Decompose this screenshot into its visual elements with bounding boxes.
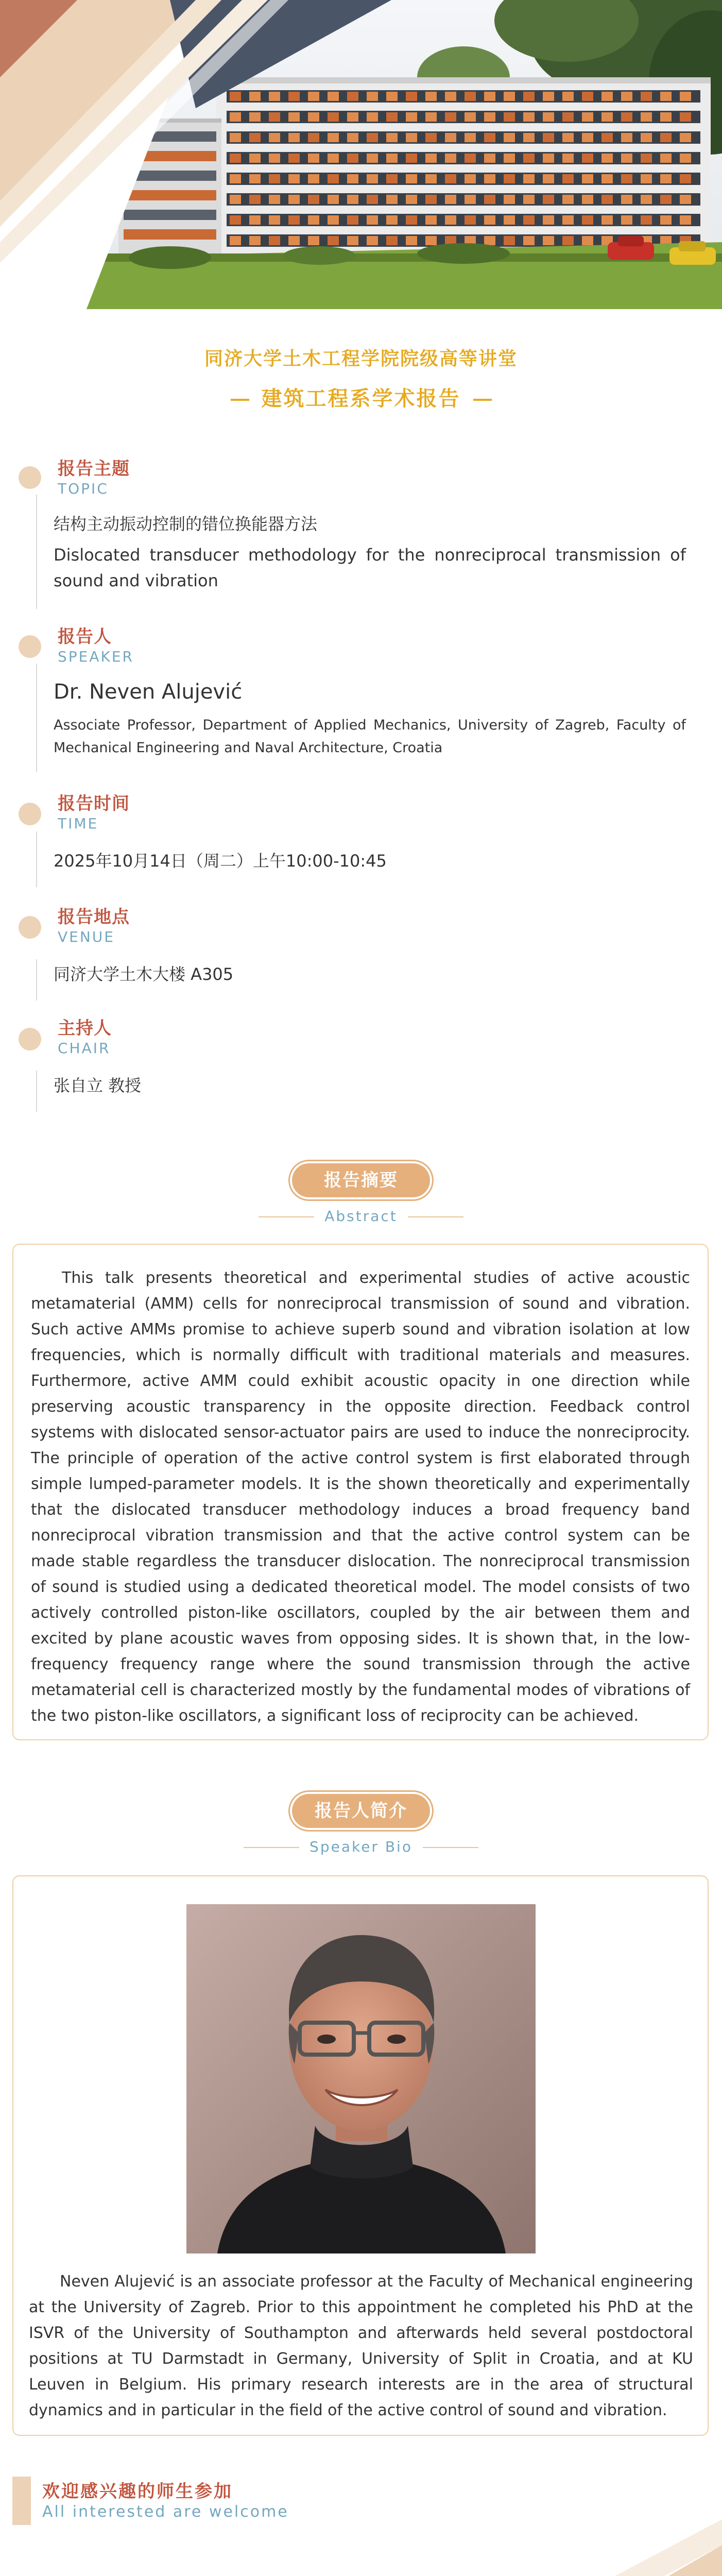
building-window-panel xyxy=(465,174,476,183)
building-window-panel xyxy=(445,215,456,225)
building-window-panel xyxy=(484,195,495,204)
chair-value: 张自立 教授 xyxy=(54,1076,142,1095)
building-window-panel xyxy=(308,195,319,204)
building-window-panel xyxy=(562,112,574,122)
building-window-panel xyxy=(406,133,417,142)
building-window-panel xyxy=(660,112,672,122)
building-window-panel xyxy=(386,133,398,142)
building-window-panel xyxy=(562,133,574,142)
building-window-panel xyxy=(406,236,417,245)
building-window-panel xyxy=(504,92,515,101)
building-window-panel xyxy=(523,154,535,163)
topic-title-cn: 结构主动振动控制的错位换能器方法 xyxy=(54,514,318,534)
building-window-panel xyxy=(523,112,535,122)
building-window-panel xyxy=(288,92,300,101)
building-window-panel xyxy=(582,174,593,183)
bio-heading-en-text: Speaker Bio xyxy=(310,1838,412,1855)
building-window-panel xyxy=(601,92,613,101)
speaker-label-en: SPEAKER xyxy=(58,648,134,665)
building-window-panel xyxy=(425,92,437,101)
abstract-text: This talk presents theoretical and experimental studies of active acoustic metamaterial (AMM) cells for nonreciprocal transmission of sound and vibration. Such active AMMs promise to achieve superb sound and vibration isolation at low frequencies, which is normally difficult with traditional materials and measures. Furthermore, active AMM could exhibit acoustic opacity in one direction while preserving acoustic transparency in the opposite direction. Feedback control systems with dislocated sensor-actuator pairs are used to induce the nonreciprocity. The principle of operation of the active control system is first elaborated through simple lumped-parameter models. It is the shown theoretically and experimentally that the dislocated transducer methodology induces a broad frequency band nonreciprocal vibration transmission and that the active control system can be made stable regardless the transducer dislocation. The nonreciprocal transmission of sound is studied using a dedicated theoretical model. The model consists of two actively controlled piston-like oscillators, coupled by the air between them and excited by plane acoustic waves from opposing sides. It is shown that, in the low-frequency frequency range where the sound transmission through the active metamaterial cell is characterized mostly by the fundamental modes of vibrations of the two piston-like oscillators, a significant loss of reciprocity can be achieved. xyxy=(31,1269,690,1725)
building-window-panel xyxy=(406,215,417,225)
building-window-panel xyxy=(347,92,358,101)
building-window-panel xyxy=(484,112,495,122)
building-window-panel xyxy=(386,195,398,204)
building-window-panel xyxy=(308,112,319,122)
time-label-en: TIME xyxy=(58,815,99,832)
building-window-panel xyxy=(386,174,398,183)
building-window-panel xyxy=(504,133,515,142)
building-window-panel xyxy=(367,154,378,163)
building-window-panel xyxy=(328,92,339,101)
building-window-panel xyxy=(484,92,495,101)
venue-divider-line xyxy=(36,959,37,1001)
building-window-panel xyxy=(425,236,437,245)
building-window-panel xyxy=(425,112,437,122)
building-window-panel xyxy=(367,215,378,225)
building-window-panel xyxy=(465,133,476,142)
building-window-panel xyxy=(230,236,241,245)
header-campus-photo xyxy=(0,0,722,314)
venue-value: 同济大学土木大楼 A305 xyxy=(54,964,234,984)
speaker-name: Dr. Neven Alujević xyxy=(54,680,243,704)
building-window-panel xyxy=(465,112,476,122)
building-window-panel xyxy=(288,236,300,245)
building-window-panel xyxy=(328,174,339,183)
abstract-box xyxy=(12,1244,709,1740)
building-window-panel xyxy=(269,154,280,163)
building-window-panel xyxy=(249,112,261,122)
building-window-panel xyxy=(484,215,495,225)
chair-divider-line xyxy=(36,1071,37,1112)
building-window-panel xyxy=(269,174,280,183)
building-window-panel xyxy=(523,195,535,204)
topic-divider-line xyxy=(36,495,37,609)
building-window-panel xyxy=(621,112,632,122)
building-window-panel xyxy=(445,195,456,204)
building-window-panel xyxy=(543,154,554,163)
building-window-panel xyxy=(288,154,300,163)
building-window-panel xyxy=(465,215,476,225)
building-window-panel xyxy=(523,174,535,183)
building-window-band xyxy=(124,229,216,240)
building-window-panel xyxy=(406,195,417,204)
building-window-panel xyxy=(680,112,691,122)
building-window-panel xyxy=(484,154,495,163)
building-window-panel xyxy=(445,133,456,142)
building-window-panel xyxy=(269,215,280,225)
speaker-bullet-dot xyxy=(19,635,41,658)
building-window-panel xyxy=(367,174,378,183)
building-window-panel xyxy=(328,195,339,204)
building-window-panel xyxy=(249,154,261,163)
building-window-panel xyxy=(328,112,339,122)
building-window-panel xyxy=(601,174,613,183)
building-window-panel xyxy=(269,195,280,204)
building-window-panel xyxy=(523,215,535,225)
building-window-panel xyxy=(308,92,319,101)
building-window-panel xyxy=(680,133,691,142)
speaker-divider-line xyxy=(36,664,37,772)
building-window-panel xyxy=(621,133,632,142)
building-window-panel xyxy=(601,195,613,204)
building-window-panel xyxy=(562,154,574,163)
building-window-panel xyxy=(386,92,398,101)
building-window-panel xyxy=(504,195,515,204)
building-window-panel xyxy=(425,154,437,163)
building-window-panel xyxy=(445,154,456,163)
building-window-panel xyxy=(230,112,241,122)
building-window-panel xyxy=(680,92,691,101)
building-window-panel xyxy=(660,92,672,101)
building-window-panel xyxy=(367,133,378,142)
building-window-panel xyxy=(582,112,593,122)
building-window-panel xyxy=(543,236,554,245)
venue-label-en: VENUE xyxy=(58,928,115,945)
building-window-panel xyxy=(582,154,593,163)
building-window-panel xyxy=(543,215,554,225)
building-window-panel xyxy=(601,154,613,163)
building-window-panel xyxy=(406,92,417,101)
building-window-panel xyxy=(641,112,652,122)
building-window-panel xyxy=(543,92,554,101)
building-window-panel xyxy=(406,154,417,163)
building-window-panel xyxy=(641,133,652,142)
building-window-panel xyxy=(386,112,398,122)
building-window-panel xyxy=(230,154,241,163)
building-window-panel xyxy=(543,112,554,122)
speaker-portrait-photo xyxy=(186,1904,536,2253)
chair-label-en: CHAIR xyxy=(58,1040,111,1057)
building-window-panel xyxy=(288,174,300,183)
building-window-panel xyxy=(445,174,456,183)
welcome-text-cn: 欢迎感兴趣的师生参加 xyxy=(42,2481,233,2502)
building-window-panel xyxy=(523,236,535,245)
building-window-panel xyxy=(230,215,241,225)
building-window-panel xyxy=(465,195,476,204)
building-window-panel xyxy=(249,236,261,245)
time-label-cn: 报告时间 xyxy=(58,793,130,814)
building-window-panel xyxy=(308,236,319,245)
time-bullet-dot xyxy=(19,803,41,825)
topic-title-en: Dislocated transducer methodology for the nonreciprocal transmission of sound and vibration xyxy=(54,545,686,590)
building-window-panel xyxy=(562,236,574,245)
building-window-panel xyxy=(328,236,339,245)
building-window-panel xyxy=(367,236,378,245)
bio-heading-en xyxy=(0,1838,722,1855)
speaker-affiliation: Associate Professor, Department of Applied Mechanics, University of Zagreb, Faculty of Mechanical Engineering and Naval Architecture, Croatia xyxy=(54,717,686,756)
building-window-panel xyxy=(660,195,672,204)
building-window-panel xyxy=(347,236,358,245)
building-window-panel xyxy=(269,92,280,101)
building-window-panel xyxy=(680,154,691,163)
topic-bullet-dot xyxy=(19,466,41,489)
speaker-label-cn: 报告人 xyxy=(58,626,112,647)
lecture-series-title: 同济大学土木工程学院院级高等讲堂 xyxy=(204,348,518,369)
building-window-panel xyxy=(386,154,398,163)
building-window-panel xyxy=(660,133,672,142)
building-window-panel xyxy=(308,133,319,142)
building-window-panel xyxy=(543,174,554,183)
building-window-panel xyxy=(425,174,437,183)
building-window-panel xyxy=(288,112,300,122)
building-window-panel xyxy=(386,236,398,245)
building-window-panel xyxy=(328,215,339,225)
bio-heading-pill: 报告人简介 xyxy=(292,1794,430,1828)
building-window-panel xyxy=(641,215,652,225)
building-window-panel xyxy=(660,154,672,163)
building-window-panel xyxy=(562,195,574,204)
building-window-panel xyxy=(230,92,241,101)
building-window-panel xyxy=(465,92,476,101)
building-window-panel xyxy=(504,215,515,225)
abstract-rule-left xyxy=(259,1216,314,1217)
bio-text-wrapper xyxy=(29,2269,693,2424)
building-window-panel xyxy=(445,112,456,122)
topic-label-en: TOPIC xyxy=(58,480,109,497)
building-window-panel xyxy=(288,195,300,204)
building-window-panel xyxy=(543,133,554,142)
building-window-panel xyxy=(367,112,378,122)
building-window-panel xyxy=(582,215,593,225)
building-window-band xyxy=(124,210,216,220)
building-window-panel xyxy=(523,92,535,101)
building-window-panel xyxy=(484,236,495,245)
building-window-panel xyxy=(249,133,261,142)
building-window-panel xyxy=(621,174,632,183)
building-window-panel xyxy=(504,236,515,245)
building-window-panel xyxy=(406,112,417,122)
department-report-title xyxy=(0,382,722,412)
building-window-panel xyxy=(425,133,437,142)
building-window-panel xyxy=(562,174,574,183)
chair-bullet-dot xyxy=(19,1028,41,1050)
building-window-panel xyxy=(249,215,261,225)
time-value: 2025年10月14日（周二）上午10:00-10:45 xyxy=(54,851,387,871)
building-window-panel xyxy=(543,195,554,204)
building-window-panel xyxy=(641,174,652,183)
building-window-panel xyxy=(230,133,241,142)
building-window-panel xyxy=(582,236,593,245)
building-window-panel xyxy=(582,133,593,142)
building-window-panel xyxy=(230,174,241,183)
building-window-panel xyxy=(386,215,398,225)
building-window-panel xyxy=(328,133,339,142)
building-window-panel xyxy=(288,215,300,225)
building-window-panel xyxy=(601,215,613,225)
venue-bullet-dot xyxy=(19,916,41,939)
building-window-panel xyxy=(660,174,672,183)
building-window-panel xyxy=(504,174,515,183)
building-window-panel xyxy=(269,236,280,245)
building-window-panel xyxy=(582,195,593,204)
building-window-panel xyxy=(641,154,652,163)
building-window-panel xyxy=(660,215,672,225)
title-dash-right xyxy=(473,399,492,401)
building-window-panel xyxy=(621,215,632,225)
building-window-panel xyxy=(562,215,574,225)
building-window-panel xyxy=(347,112,358,122)
building-window-panel xyxy=(582,92,593,101)
building-window-panel xyxy=(680,174,691,183)
bio-rule-right xyxy=(423,1847,478,1848)
building-window-panel xyxy=(249,92,261,101)
building-window-panel xyxy=(465,154,476,163)
bio-rule-left xyxy=(244,1847,299,1848)
building-window-panel xyxy=(621,195,632,204)
building-window-panel xyxy=(308,215,319,225)
building-window-panel xyxy=(680,195,691,204)
building-window-panel xyxy=(425,215,437,225)
building-window-panel xyxy=(367,195,378,204)
abstract-heading-en-text: Abstract xyxy=(324,1208,398,1225)
building-window-panel xyxy=(601,112,613,122)
building-window-panel xyxy=(367,92,378,101)
welcome-text-en: All interested are welcome xyxy=(42,2503,289,2521)
time-divider-line xyxy=(36,832,37,887)
abstract-rule-right xyxy=(408,1216,463,1217)
bio-text: Neven Alujević is an associate professor at the Faculty of Mechanical engineering at the University of Zagreb. Prior to this appointment he completed his PhD at the ISVR of the University of Southampton and afterwards held several postdoctoral positions at TU Darmstadt in Germany, University of Split in Croatia, and at KU Leuven in Belgium. His primary research interests are in the area of structural dynamics and in particular in the field of the active control of sound and vibration. xyxy=(29,2273,693,2419)
venue-label-cn: 报告地点 xyxy=(58,907,130,927)
building-window-panel xyxy=(641,92,652,101)
building-window-panel xyxy=(484,174,495,183)
building-window-panel xyxy=(523,133,535,142)
building-window-panel xyxy=(484,133,495,142)
building-window-panel xyxy=(504,154,515,163)
building-window-panel xyxy=(621,92,632,101)
footer-decoration xyxy=(0,2514,722,2576)
building-window-panel xyxy=(425,195,437,204)
department-report-title-text: 建筑工程系学术报告 xyxy=(261,387,461,411)
title-dash-left xyxy=(231,399,249,401)
building-window-panel xyxy=(562,92,574,101)
building-window-panel xyxy=(347,174,358,183)
building-window-panel xyxy=(249,195,261,204)
building-window-panel xyxy=(269,133,280,142)
building-window-panel xyxy=(269,112,280,122)
building-window-band xyxy=(124,190,216,200)
chair-label-cn: 主持人 xyxy=(58,1018,112,1039)
abstract-heading-pill: 报告摘要 xyxy=(292,1163,430,1197)
building-window-panel xyxy=(347,195,358,204)
building-window-panel xyxy=(230,195,241,204)
building-window-panel xyxy=(406,174,417,183)
building-window-panel xyxy=(504,112,515,122)
building-window-panel xyxy=(347,133,358,142)
building-window-panel xyxy=(347,154,358,163)
building-window-panel xyxy=(308,154,319,163)
building-window-panel xyxy=(328,154,339,163)
building-window-panel xyxy=(308,174,319,183)
building-window-panel xyxy=(601,133,613,142)
topic-label-cn: 报告主题 xyxy=(58,459,130,479)
building-window-panel xyxy=(249,174,261,183)
building-window-panel xyxy=(641,195,652,204)
building-window-panel xyxy=(621,154,632,163)
building-window-panel xyxy=(680,215,691,225)
building-window-panel xyxy=(347,215,358,225)
building-window-panel xyxy=(445,92,456,101)
abstract-heading-en xyxy=(0,1208,722,1225)
building-window-panel xyxy=(288,133,300,142)
